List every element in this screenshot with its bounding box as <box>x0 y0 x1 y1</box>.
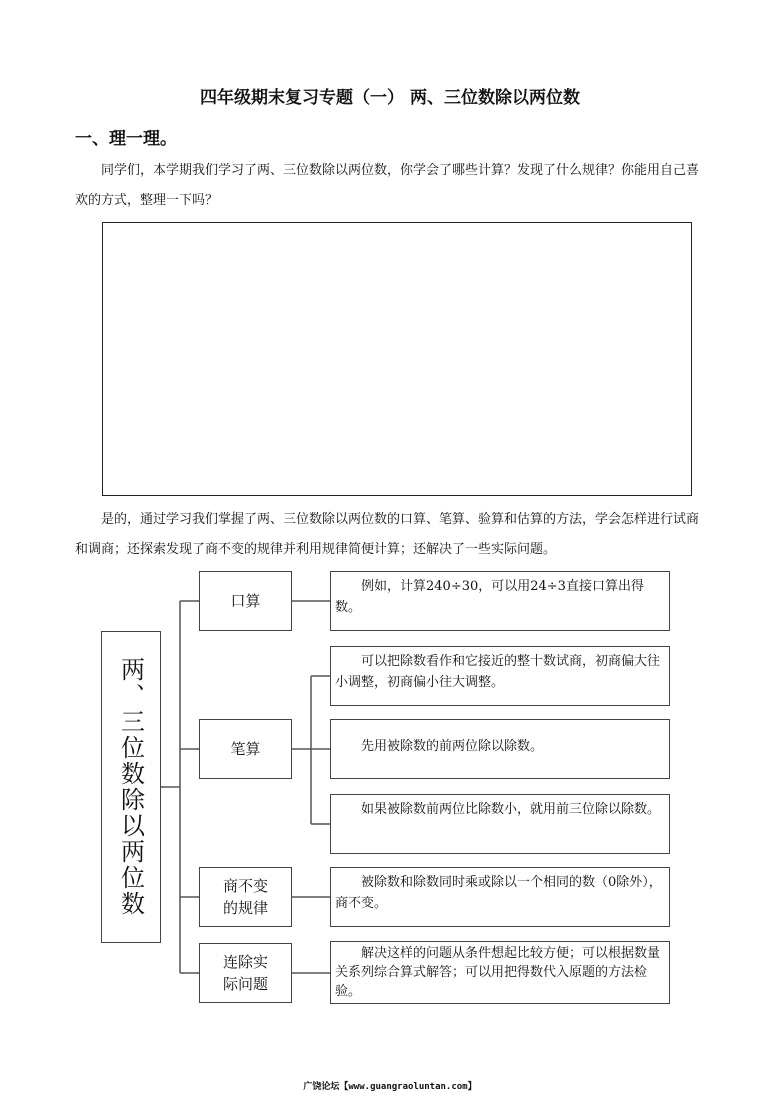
page-footer: 广饶论坛【www.guangraoluntan.com】 <box>303 1082 477 1092</box>
node-rule: 商不变的规律 <box>199 867 292 927</box>
desc-bisuan-2: 先用被除数的前两位除以除数。 <box>330 719 670 779</box>
desc-problem: 解决这样的问题从条件想起比较方便；可以根据数量关系列综合算式解答；可以用把得数代入原题的方法检验。 <box>330 941 670 1004</box>
desc-bisuan-1: 可以把除数看作和它接近的整十数试商，初商偏大往小调整，初商偏小往大调整。 <box>330 646 670 706</box>
diagram-root: 两、三位数除以两位数 <box>101 631 161 943</box>
page-title: 四年级期末复习专题（一） 两、三位数除以两位数 <box>200 88 580 108</box>
intro-paragraph: 同学们，本学期我们学习了两、三位数除以两位数，你学会了哪些计算？发现了什么规律？你能用自己喜欢的方式，整理一下吗？ <box>75 163 700 208</box>
desc-bisuan-3: 如果被除数前两位比除数小，就用前三位除以除数。 <box>330 794 670 854</box>
node-kousuan: 口算 <box>199 571 292 631</box>
section-heading: 一、理一理。 <box>75 129 177 149</box>
node-bisuan: 笔算 <box>199 719 292 779</box>
summary-paragraph: 是的，通过学习我们掌握了两、三位数除以两位数的口算、笔算、验算和估算的方法，学会怎样进行试商和调商；还探索发现了商不变的规律并利用规律简便计算；还解决了一些实际问题。 <box>75 512 700 557</box>
desc-rule: 被除数和除数同时乘或除以一个相同的数（0除外），商不变。 <box>330 867 670 927</box>
node-problem: 连除实际问题 <box>199 943 292 1003</box>
desc-kousuan: 例如，计算240÷30，可以用24÷3直接口算出得数。 <box>330 571 670 631</box>
